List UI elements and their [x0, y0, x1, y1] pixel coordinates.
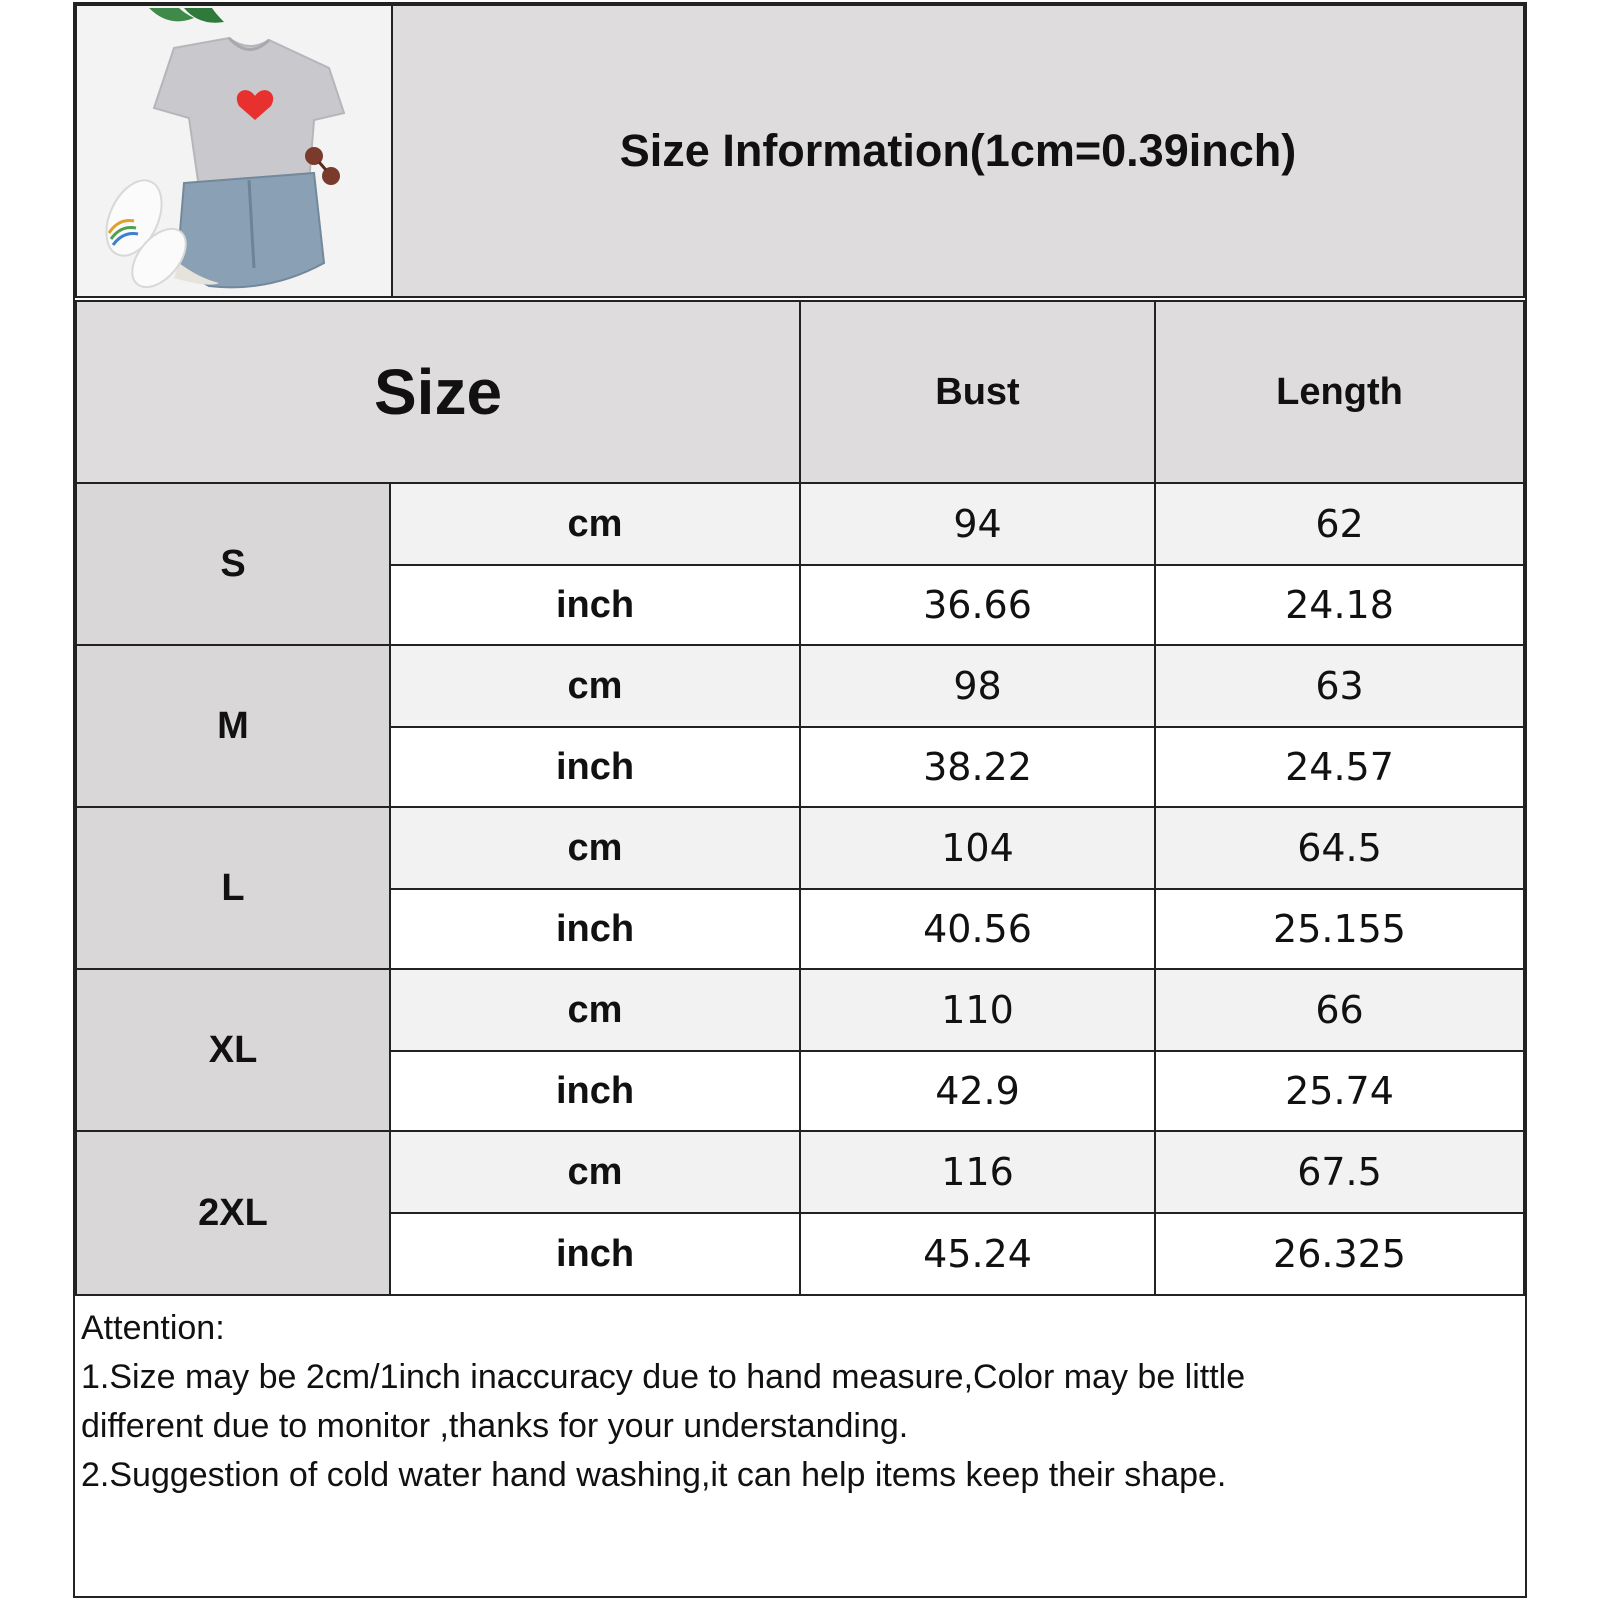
- bust-inch-value: 40.56: [799, 888, 1156, 970]
- length-cm-value: 62: [1154, 482, 1525, 566]
- length-cm-value: 66: [1154, 968, 1525, 1052]
- length-inch-value: 24.18: [1154, 564, 1525, 646]
- unit-cm: cm: [389, 968, 801, 1052]
- attention-notes: [75, 1296, 1525, 1500]
- unit-inch: inch: [389, 1050, 801, 1132]
- bust-cm-value: 104: [799, 806, 1156, 890]
- size-label-xl: XL: [75, 968, 391, 1132]
- bust-cm-value: 94: [799, 482, 1156, 566]
- bust-cm-value: 110: [799, 968, 1156, 1052]
- bust-cm-value: 116: [799, 1130, 1156, 1214]
- length-cm-value: 64.5: [1154, 806, 1525, 890]
- column-header-length: Length: [1154, 300, 1525, 484]
- notes-heading: Attention:: [81, 1309, 225, 1347]
- note-line: different due to monitor ,thanks for your understanding.: [81, 1407, 909, 1445]
- bust-cm-value: 98: [799, 644, 1156, 728]
- unit-cm: cm: [389, 1130, 801, 1214]
- bust-inch-value: 42.9: [799, 1050, 1156, 1132]
- length-inch-value: 24.57: [1154, 726, 1525, 808]
- product-photo: [75, 4, 393, 298]
- size-label-s: S: [75, 482, 391, 646]
- unit-inch: inch: [389, 564, 801, 646]
- column-header-bust: Bust: [799, 300, 1156, 484]
- size-chart: [73, 2, 1527, 1598]
- unit-inch: inch: [389, 726, 801, 808]
- page-title: Size Information(1cm=0.39inch): [619, 125, 1297, 176]
- unit-cm: cm: [389, 482, 801, 566]
- bust-inch-value: 38.22: [799, 726, 1156, 808]
- length-inch-value: 25.155: [1154, 888, 1525, 970]
- column-header-size: Size: [75, 300, 801, 484]
- length-cm-value: 67.5: [1154, 1130, 1525, 1214]
- size-info-header: [391, 4, 1525, 298]
- note-line: 2.Suggestion of cold water hand washing,it can help items keep their shape.: [81, 1456, 1227, 1494]
- length-inch-value: 25.74: [1154, 1050, 1525, 1132]
- unit-inch: inch: [389, 1212, 801, 1296]
- unit-cm: cm: [389, 806, 801, 890]
- length-cm-value: 63: [1154, 644, 1525, 728]
- length-inch-value: 26.325: [1154, 1212, 1525, 1296]
- bust-inch-value: 45.24: [799, 1212, 1156, 1296]
- unit-inch: inch: [389, 888, 801, 970]
- t-shirt-outfit-illustration: [79, 8, 389, 294]
- size-label-m: M: [75, 644, 391, 808]
- bust-inch-value: 36.66: [799, 564, 1156, 646]
- size-label-l: L: [75, 806, 391, 970]
- size-label-2xl: 2XL: [75, 1130, 391, 1296]
- unit-cm: cm: [389, 644, 801, 728]
- note-line: 1.Size may be 2cm/1inch inaccuracy due to hand measure,Color may be little: [81, 1358, 1246, 1396]
